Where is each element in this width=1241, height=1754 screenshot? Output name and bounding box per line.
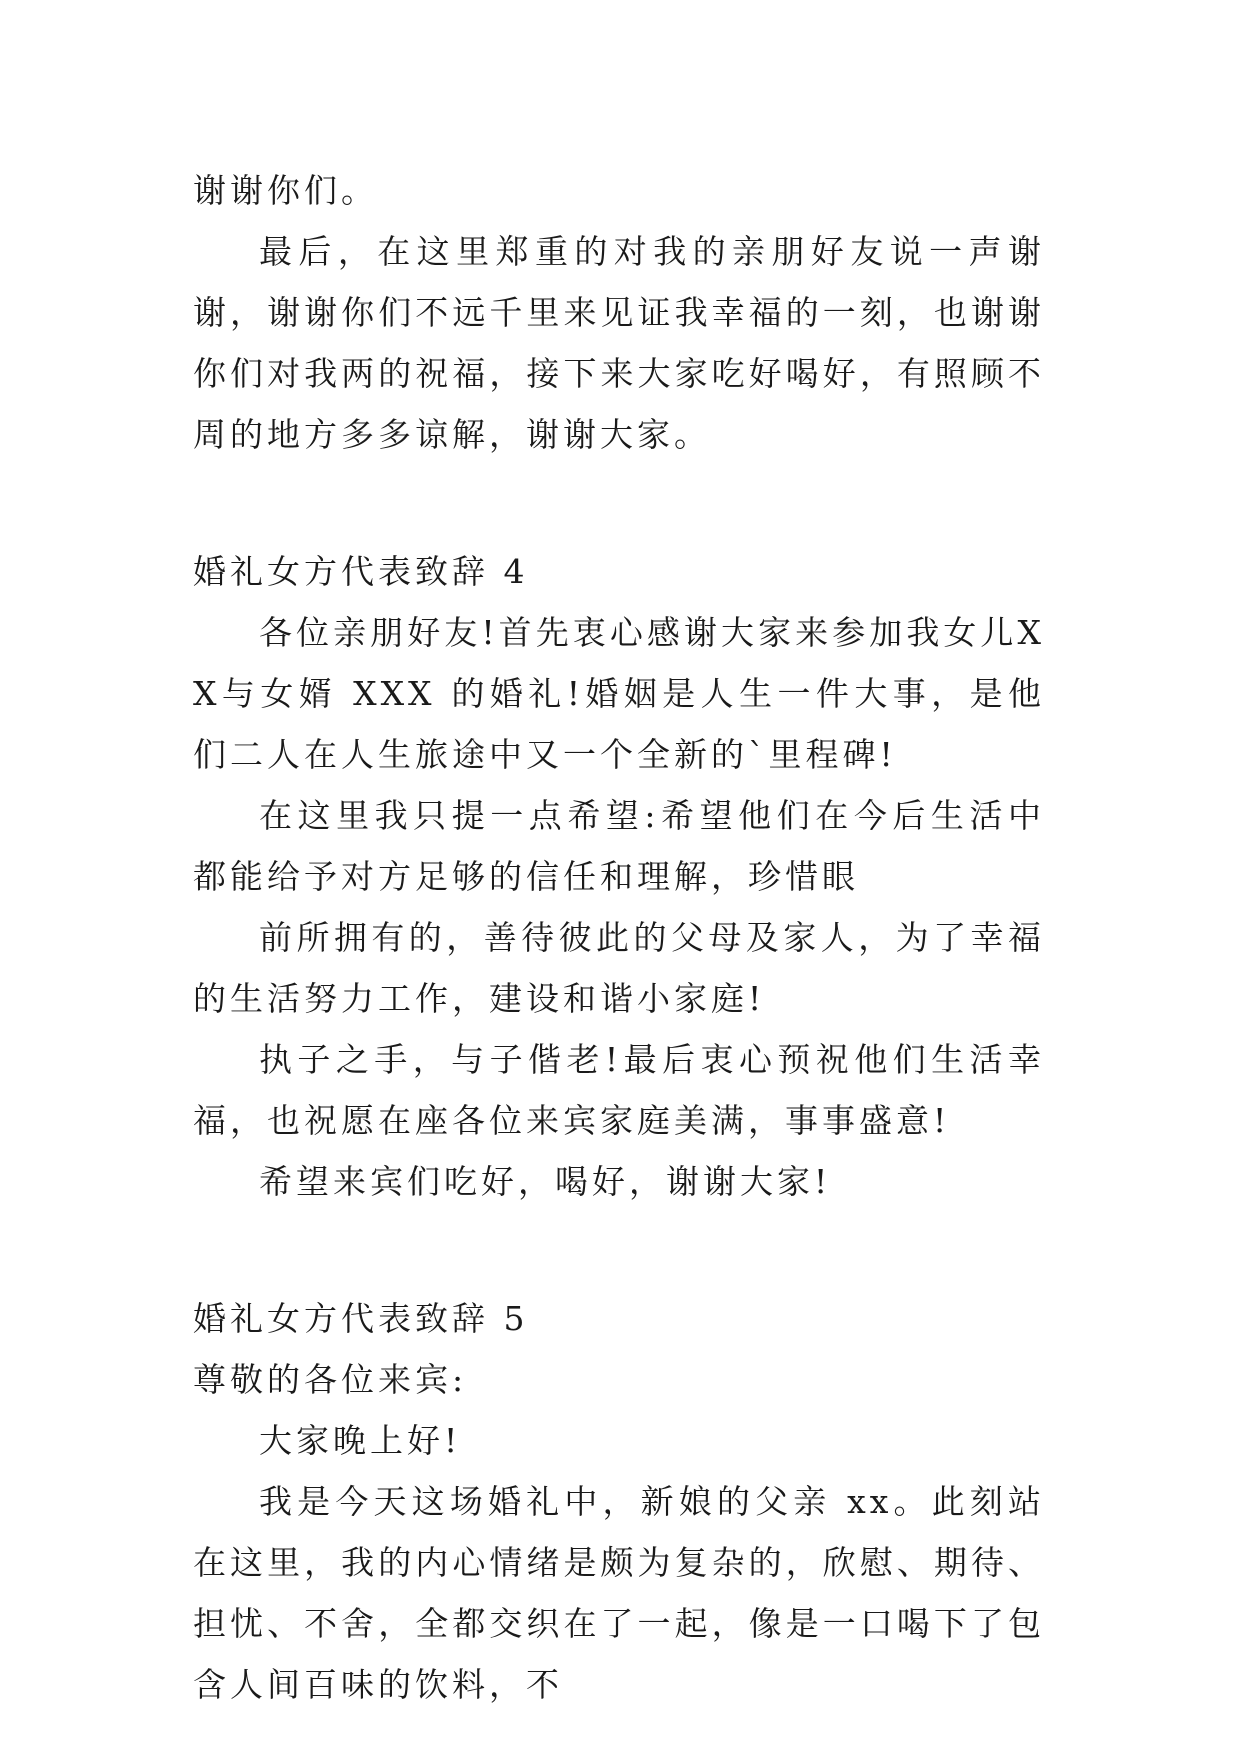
section-title-4: 婚礼女方代表致辞 4 bbox=[193, 552, 529, 591]
paragraph-hope: 在这里我只提一点希望:希望他们在今后生活中都能给予对方足够的信任和理解，珍惜眼 bbox=[193, 796, 1045, 896]
paragraph-enjoy: 希望来宾们吃好，喝好，谢谢大家! bbox=[259, 1162, 832, 1201]
salutation: 尊敬的各位来宾: bbox=[193, 1360, 468, 1399]
paragraph-good-evening: 大家晚上好! bbox=[259, 1421, 462, 1460]
paragraph-cherish: 前所拥有的，善待彼此的父母及家人，为了幸福的生活努力工作，建设和谐小家庭! bbox=[193, 918, 1045, 1018]
document-page bbox=[193, 160, 1045, 1715]
section-spacer bbox=[193, 465, 1045, 541]
paragraph-thanks: 谢谢你们。 bbox=[193, 171, 378, 210]
paragraph-closing-thanks: 最后，在这里郑重的对我的亲朋好友说一声谢谢，谢谢你们不远千里来见证我幸福的一刻，也谢谢你们对我两的祝福，接下来大家吃好喝好，有照顾不周的地方多多谅解，谢谢大家。 bbox=[193, 232, 1045, 454]
section-title-5: 婚礼女方代表致辞 5 bbox=[193, 1299, 529, 1338]
paragraph-blessing: 执子之手，与子偕老!最后衷心预祝他们生活幸福，也祝愿在座各位来宾家庭美满，事事盛意! bbox=[193, 1040, 1045, 1140]
paragraph-father-speech: 我是今天这场婚礼中，新娘的父亲 xx。此刻站在这里，我的内心情绪是颇为复杂的，欣慰、期待、担忧、不舍，全都交织在了一起，像是一口喝下了包含人间百味的饮料，不 bbox=[193, 1482, 1045, 1704]
section-spacer bbox=[193, 1212, 1045, 1288]
paragraph-greeting: 各位亲朋好友!首先衷心感谢大家来参加我女儿XX与女婿 XXX 的婚礼!婚姻是人生一件大事，是他们二人在人生旅途中又一个全新的`里程碑! bbox=[193, 613, 1045, 774]
